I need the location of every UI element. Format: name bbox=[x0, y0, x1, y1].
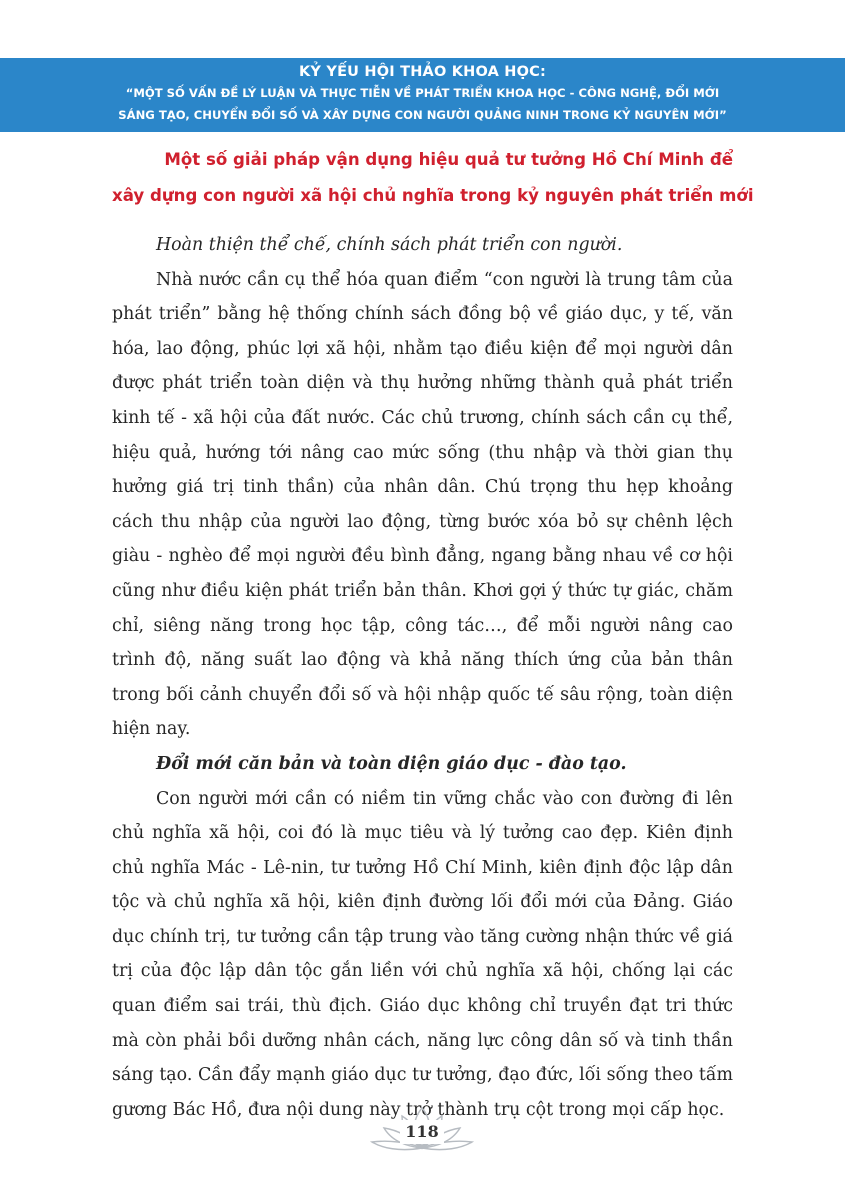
body-text bbox=[112, 228, 733, 1127]
header-line-2: “MỘT SỐ VẤN ĐỀ LÝ LUẬN VÀ THỰC TIỄN VỀ PHÁT TRIỂN KHOA HỌC - CÔNG NGHỆ, ĐỔI MỚI bbox=[125, 86, 720, 100]
section-title-line-1: Một số giải pháp vận dụng hiệu quả tư tưởng Hồ Chí Minh để bbox=[164, 150, 733, 169]
paragraph-education: Con người mới cần có niềm tin vững chắc vào con đường đi lên chủ nghĩa xã hội, coi đó là mục tiêu và lý tưởng cao đẹp. Kiên định chủ nghĩa Mác - Lê-nin, tư tưởng Hồ Chí Minh, kiên định độc lập dân tộc và chủ nghĩa xã hội, kiên định đường lối đổi mới của Đảng. Giáo dục chính trị, tư tưởng cần tập trung vào tăng cường nhận thức về giá trị của độc lập dân tộc gắn liền với chủ nghĩa xã hội, chống lại các quan điểm sai trái, thù địch. Giáo dục không chỉ truyền đạt tri thức mà còn phải bồi dưỡng nhân cách, năng lực công dân số và tinh thần sáng tạo. Cần đẩy mạnh giáo dục tư tưởng, đạo đức, lối sống theo tấm gương Bác Hồ, đưa nội dung này trở thành trụ cột trong mọi cấp học. bbox=[112, 788, 733, 1120]
header-line-3: SÁNG TẠO, CHUYỂN ĐỔI SỐ VÀ XÂY DỰNG CON NGƯỜI QUẢNG NINH TRONG KỶ NGUYÊN MỚI” bbox=[118, 108, 727, 122]
subheading-policy: Hoàn thiện thể chế, chính sách phát triển con người. bbox=[156, 235, 623, 255]
paragraph-policy: Nhà nước cần cụ thể hóa quan điểm “con người là trung tâm của phát triển” bằng hệ thống chính sách đồng bộ về giáo dục, y tế, văn hóa, lao động, phúc lợi xã hội, nhằm tạo điều kiện để mọi người dân được phát triển toàn diện và thụ hưởng những thành quả phát triển kinh tế - xã hội của đất nước. Các chủ trương, chính sách cần cụ thể, hiệu quả, hướng tới nâng cao mức sống (thu nhập và thời gian thụ hưởng giá trị tinh thần) của nhân dân. Chú trọng thu hẹp khoảng cách thu nhập của người lao động, từng bước xóa bỏ sự chênh lệch giàu - nghèo để mọi người đều bình đẳng, ngang bằng nhau về cơ hội cũng như điều kiện phát triển bản thân. Khơi gợi ý thức tự giác, chăm chỉ, siêng năng trong học tập, công tác…, để mỗi người nâng cao trình độ, năng suất lao động và khả năng thích ứng của bản thân trong bối cảnh chuyển đổi số và hội nhập quốc tế sâu rộng, toàn diện hiện nay. bbox=[112, 269, 733, 740]
section-title-line-2: xây dựng con người xã hội chủ nghĩa trong kỷ nguyên phát triển mới bbox=[112, 186, 754, 205]
header-line-1: KỶ YẾU HỘI THẢO KHOA HỌC: bbox=[298, 64, 547, 80]
page-number: 118 bbox=[405, 1122, 439, 1141]
running-header bbox=[0, 58, 845, 132]
page-footer bbox=[362, 1104, 482, 1160]
subheading-education: Đổi mới căn bản và toàn diện giáo dục - đào tạo. bbox=[156, 753, 627, 774]
